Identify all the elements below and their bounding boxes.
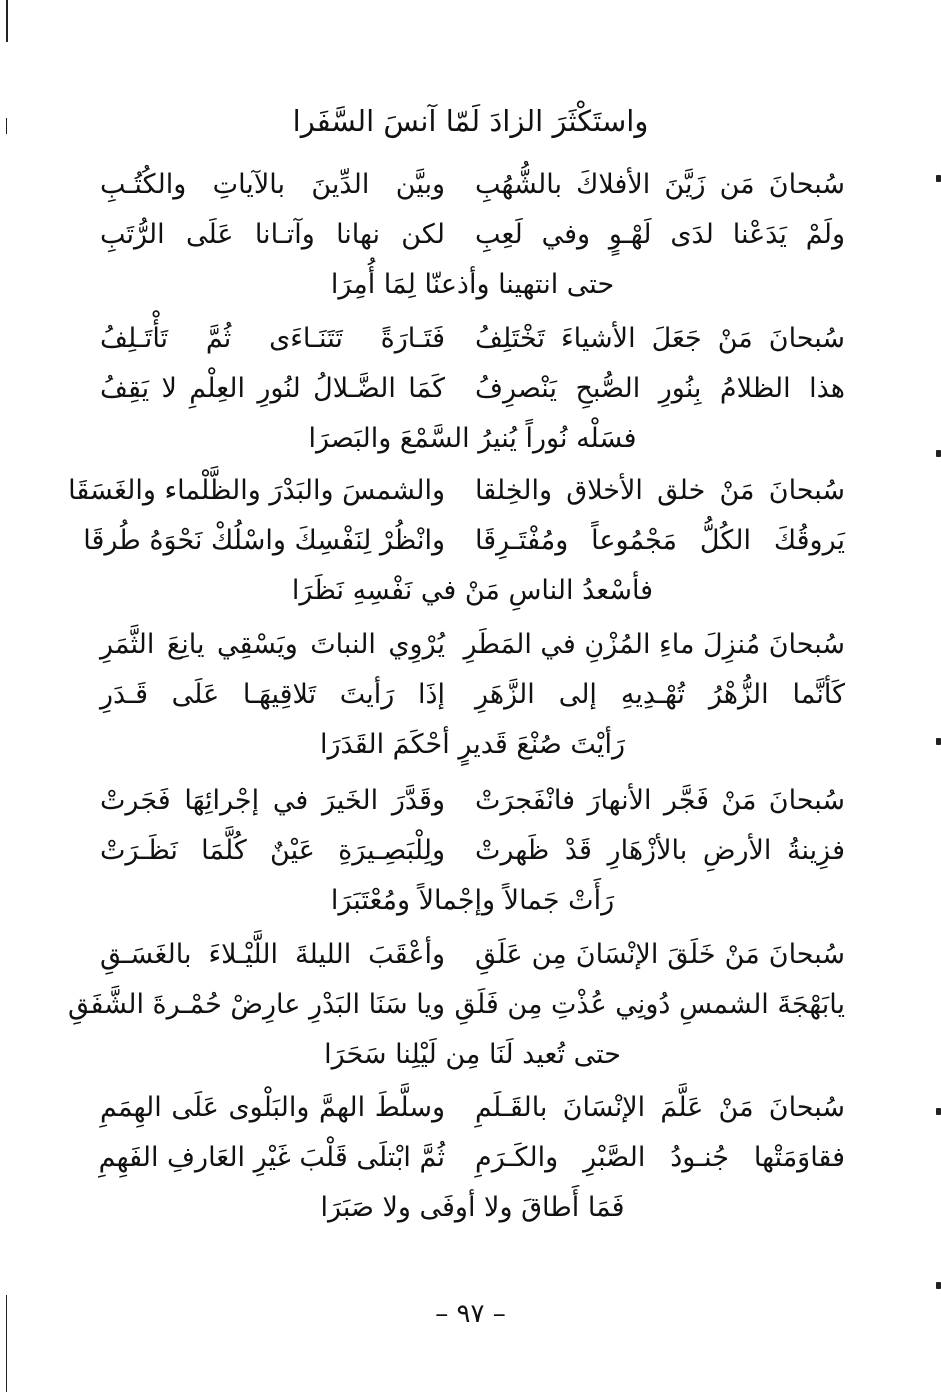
refrain-line: حتى تُعيد لَنَا مِن لَيْلِنا سَحَرَا <box>324 1039 621 1070</box>
page-number: – ٩٧ – <box>435 1299 506 1329</box>
refrain-line: حتى انتهينا وأذعنّا لِمَا أُمِرَا <box>330 269 615 300</box>
scan-margin-dot <box>936 450 941 457</box>
verse-line <box>100 826 845 876</box>
second-hemistich: والشمسَ والبَدْرَ والظَّلْماء والغَسَقَا <box>68 475 445 506</box>
first-hemistich: سُبحانَ مَن زَيَّنَ الأفلاكَ بالشُّهُبِ <box>475 169 845 200</box>
refrain-line: رَأيْتَ صُنْعَ قَديرٍ أحْكَمَ القَدَرَا <box>319 729 625 760</box>
stanza <box>100 776 845 926</box>
verse-line <box>100 1133 845 1183</box>
verse-line <box>83 516 845 566</box>
verse-line <box>100 210 845 260</box>
verse-line <box>100 1083 845 1133</box>
second-hemistich: ثُمَّ ابْتلَى قَلْبَ غَيْرِ العَارفِ الفَهِمِ <box>98 1142 445 1173</box>
stanza <box>68 466 845 616</box>
second-hemistich: كَمَا الضَّـلالُ لنُورِ العِلْمِ لا يَقِفُ <box>100 373 445 404</box>
intro-verse: واستَكْثَرَ الزادَ لَمّا آنسَ السَّفَرا <box>292 104 649 138</box>
first-hemistich: سُبحانَ مُنزِلَ ماءِ المُزْنِ في المَطَرِ <box>463 629 845 660</box>
stanza <box>100 160 845 310</box>
refrain-line: رَأَتْ جَمالاً وإجْمالاً ومُعْتَبَرَا <box>330 885 615 916</box>
stanza <box>100 620 845 770</box>
verse-line <box>67 980 845 1030</box>
scan-margin-dot <box>936 175 941 182</box>
scan-margin-dot <box>936 1108 941 1115</box>
stanza <box>100 1083 845 1233</box>
scan-edge-mark <box>6 118 7 134</box>
first-hemistich: سُبحانَ مَنْ خَلَقَ الإنْسَانَ مِن عَلَقِ <box>475 939 845 970</box>
scan-edge-line <box>6 0 8 42</box>
first-hemistich: هذا الظلامُ بِنُورِ الصُّبحِ يَنْصرِفُ <box>475 373 845 404</box>
second-hemistich: لكن نهانا وآتـانا عَلَى الرُّتَبِ <box>100 219 445 250</box>
second-hemistich: وأعْقَبَ الليلةَ اللَّيْـلاءَ بالغَسَـقِ <box>100 939 445 970</box>
stanza <box>100 314 845 464</box>
second-hemistich: يُرْوِي النباتَ ويَسْقِي يانِعَ الثَّمَرِ <box>100 629 445 660</box>
second-hemistich: وانْظُرْ لِنَفْسِكَ واسْلُكْ نَحْوَهُ طُرقَا <box>83 525 445 556</box>
refrain-line: فَمَا أَطاقَ ولا أوفَى ولا صَبَرَا <box>320 1192 625 1223</box>
second-hemistich: فَتَـارَةً تَتَنَـاءَى ثُمَّ تَأْتَـلِفُ <box>100 323 445 354</box>
first-hemistich: سُبحانَ مَنْ فَجَّر الأنهارَ فانْفَجرَتْ <box>475 785 845 816</box>
second-hemistich: وقَدَّرَ الخَيرَ في إجْرائِهَا فَجَرتْ <box>100 785 445 816</box>
verse-line <box>100 314 845 364</box>
first-hemistich: يَروقُكَ الكُلُّ مَجْمُوعاً ومُفْتَـرِقَا <box>475 525 845 556</box>
stanza <box>67 930 845 1080</box>
first-hemistich: فقاوَمَتْها جُنـودُ الصَّبْرِ والكَـرَمِ <box>475 1142 845 1173</box>
first-hemistich: كَأنَّما الزُّهْرُ تُهْـدِيهِ إلى الزَّهَرِ <box>475 679 845 710</box>
first-hemistich: سُبحانَ مَنْ عَلَّمَ الإنْسَانَ بالقَـلَمِ <box>475 1092 845 1123</box>
first-hemistich: فزِينةُ الأرضِ بالأزْهَارِ قَدْ ظَهرتْ <box>475 835 845 866</box>
verse-line <box>100 776 845 826</box>
second-hemistich: إذَا رَأيتَ تَلاقِيهَـا عَلَى قَـدَرِ <box>100 679 445 710</box>
first-hemistich: يابَهْجَةَ الشمسِ دُونِي عُذْتِ مِن فَلَقِ <box>454 989 845 1020</box>
verse-line <box>100 620 845 670</box>
scan-margin-dot <box>936 738 941 745</box>
second-hemistich: وبيَّن الدِّينَ بالآياتِ والكُتُـبِ <box>100 169 445 200</box>
second-hemistich: ويا سَنَا البَدْرِ عارِضْ حُمْـرةَ الشَّفَقِ <box>67 989 445 1020</box>
scan-margin-dot <box>936 1282 941 1289</box>
verse-line <box>100 670 845 720</box>
verse-line <box>100 364 845 414</box>
second-hemistich: ولِلْبَصِـيرَةِ عَيْنٌ كُلَّمَا نَظَـرَتْ <box>100 835 445 866</box>
verse-line <box>68 466 845 516</box>
refrain-line: فسَلْه نُوراً يُنيرُ السَّمْعَ والبَصرَا <box>308 423 637 454</box>
first-hemistich: ولَمْ يَدَعْنا لدَى لَهْـوٍ وفي لَعِبِ <box>475 219 845 250</box>
first-hemistich: سُبحانَ مَنْ جَعَلَ الأشياءَ تَخْتَلِفُ <box>475 323 845 354</box>
verse-line <box>100 930 845 980</box>
second-hemistich: وسلَّطَ الهمَّ والبَلْوى عَلَى الهِمَمِ <box>100 1092 445 1123</box>
refrain-line: فأسْعدُ الناسِ مَنْ في نَفْسِهِ نَظَرَا <box>291 575 654 606</box>
verse-line <box>100 160 845 210</box>
first-hemistich: سُبحانَ مَنْ خلق الأخلاق والخِلقا <box>475 475 845 506</box>
